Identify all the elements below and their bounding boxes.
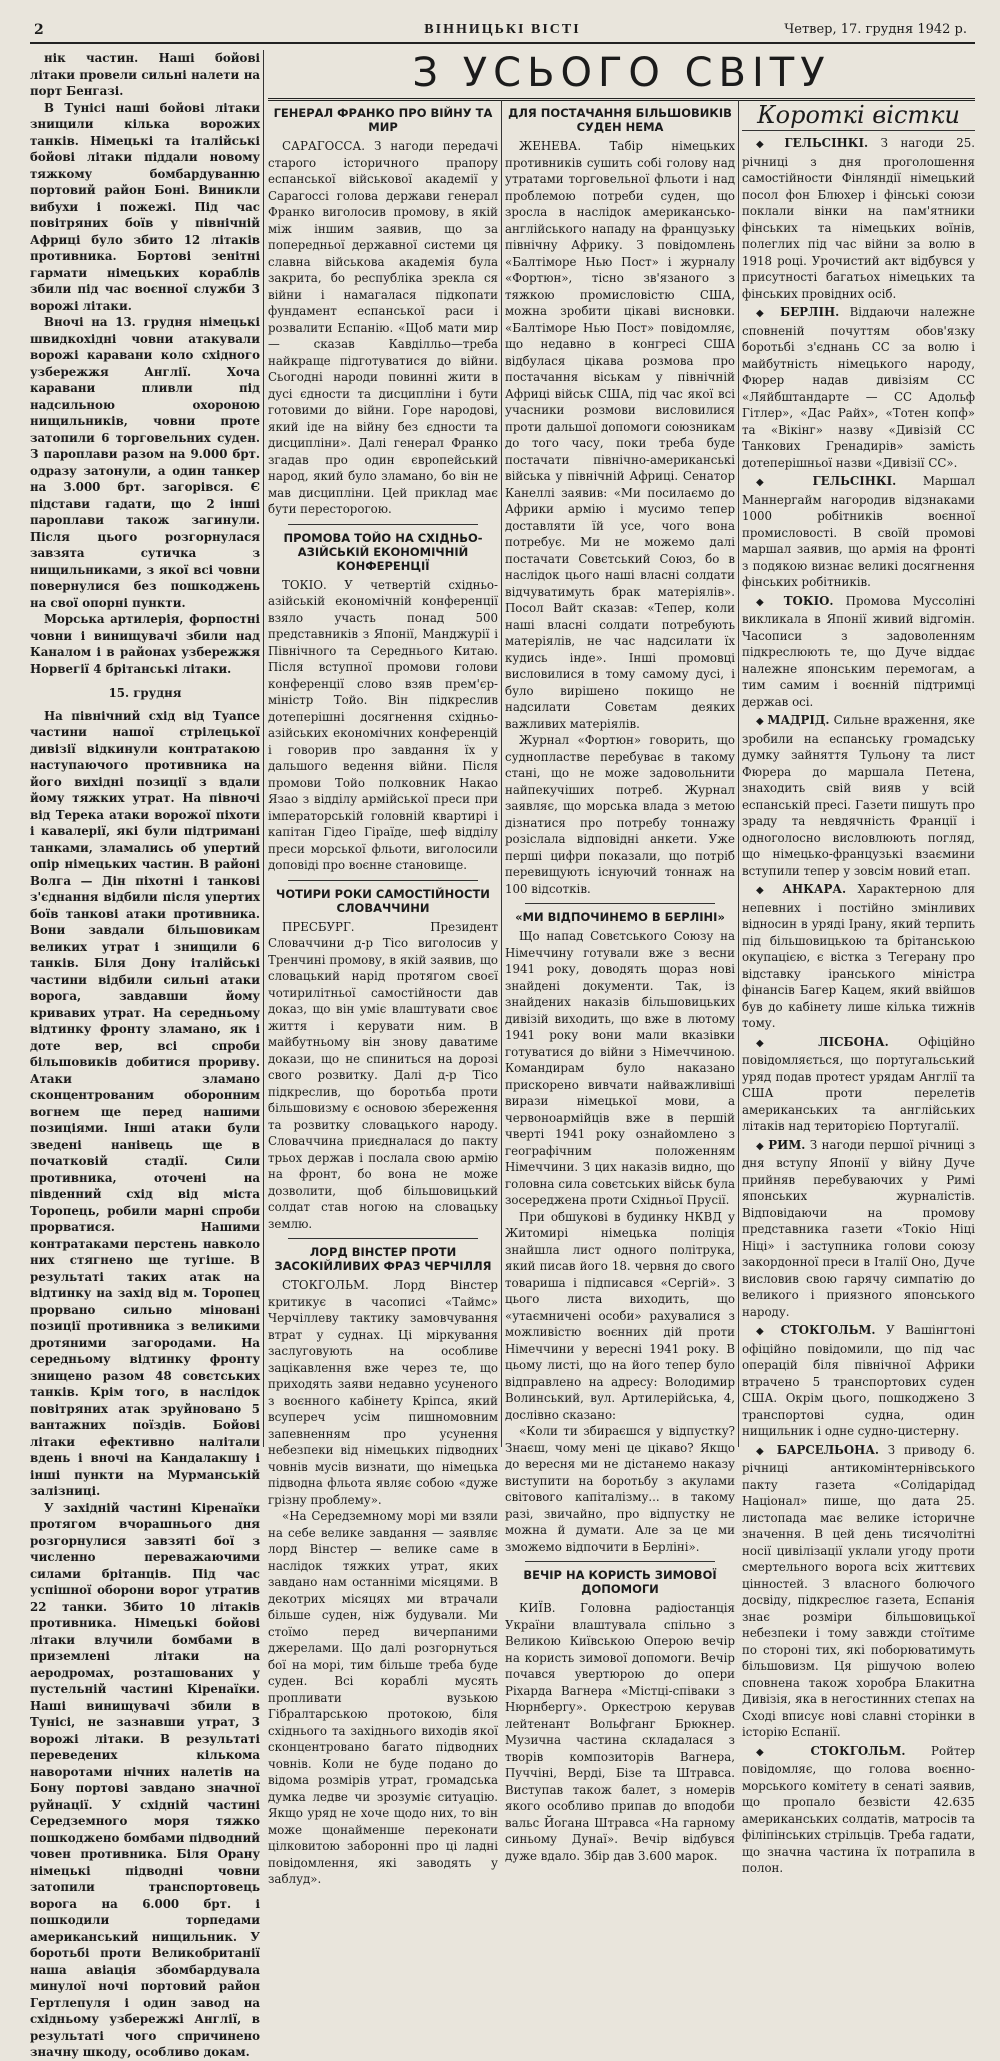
- article-divider: [288, 1238, 478, 1239]
- article-heading: ДЛЯ ПОСТАЧАННЯ БІЛЬШОВИКІВ СУДЕН НЕМА: [508, 106, 732, 134]
- news-dateline: СТОКГОЛЬМ.: [780, 1323, 876, 1337]
- paragraph: ЖЕНЕВА. Табір німецьких противників сушить собі голову над утратами торговельної фльоти і над проблемою потреби суден, що зросла в наслідок американсько-англійського нападу на французьку північну Африку. З повідомлень «Балтіморе Нью Пост» і журналу «Фортюн», тісно зв'язаного з тяжкою промисловістю США, можна зробити цікаві висновки. «Балтіморе Нью Пост» повідомляє, що недавно в конгресі США відбулася цікава розмова про постачання віськам у північній Африці військ США, під час якої всі учасники розмови висловилися проти дальшої допомоги союзникам до того часу, поки треба буде постачати північно-американські війська у північній Африці. Сенатор Канеллі заявив: «Ми посилаємо до Африки армію і мусимо тепер доставляти їй усе, чого вона потребує. Ми не можемо далі постачати Совєтський Союз, бо в наслідок цього наші власні солдати відчуватимуть брак матеріялів». Посол Вайт сказав: «Тепер, коли наші власні солдати потребують матеріялів, не час надсилати їх кудись інде». Інші промовці висловилися в тому самому дусі, і було вирішено покищо не надсилати Совєтам деяких важливих матеріялів.: [505, 139, 735, 731]
- paragraph: Вночі на 13. грудня німецькі швидкохідні човни атакували ворожі каравани коло східного узбережжя Англії. Хоча каравани пливли під надсильною охороною нищильників, човни проте затопили 6 торговельних суден. З пароплави разом на 9.000 брт. одразу затонули, а один танкер на 3.000 брт. загорівся. Є підстави гадати, що 2 інші пароплави також загинули. Після цього розгорнулася завзята сутичка з нищильниками, з якої всі човни повернулися без пошкоджень на свої опорні пункти.: [30, 315, 260, 610]
- news-dateline: БЕРЛІН.: [780, 305, 840, 319]
- news-dateline: ГЕЛЬСІНКІ.: [812, 474, 897, 488]
- news-text: Ройтер повідомляє, що голова воєнно-морського комітету в сенаті заявив, що пропало безвісти 42.635 американських солдатів, матросів та філіпінських стрільців. Треба гадати, що значна частина їх потрапила в полон.: [742, 1743, 975, 1875]
- diamond-bullet-icon: ◆: [756, 308, 781, 319]
- news-dateline: ЛІСБОНА.: [818, 1034, 889, 1049]
- diamond-bullet-icon: ◆: [756, 139, 785, 150]
- short-news-item: [742, 135, 975, 302]
- article-heading: ПРОМОВА ТОЙО НА СХІДНЬО-АЗІЙСЬКІЙ ЕКОНОМІЧНІЙ КОНФЕРЕНЦІЇ: [283, 530, 483, 573]
- article-divider: [525, 903, 715, 904]
- news-text: Маршал Маннергайм нагородив відзнаками 1000 робітників воєнної промисловості. В своїй промові маршал заявив, що армія на фронті з подякою визнає великі досягнення фінських робітників.: [742, 474, 975, 589]
- short-news-item: [742, 1743, 975, 1877]
- news-text: Сильне враження, яке зробили на еспанську громадську думку зайняття Тульону та лист Фюрера до маршала Петена, знаходить свій вияв у всій еспанській пресі. Газети пишуть про зраду та невдячність Франції і одноголосно висловлюють погляд, що німецько-французькі взаємини вступили тепер у зовсім новий етап.: [742, 713, 975, 878]
- column-divider: [738, 100, 739, 1447]
- column-divider: [501, 100, 502, 1447]
- short-news-item: [742, 712, 975, 879]
- column-2: [268, 100, 498, 1886]
- article-heading: ЧОТИРИ РОКИ САМОСТІЙНОСТИ СЛОВАЧЧИНИ: [276, 886, 490, 915]
- column-4: [742, 100, 976, 1875]
- diamond-bullet-icon: ◆: [756, 1037, 819, 1049]
- diamond-bullet-icon: ◆: [756, 1445, 777, 1457]
- paper-name: ВІННИЦЬКІ ВІСТІ: [424, 22, 581, 37]
- issue-date: Четвер, 17. грудня 1942 р.: [784, 22, 967, 37]
- short-news-item: [742, 593, 975, 711]
- news-text: У Вашінгтоні офіційно повідомили, що під час операцій біля північної Африки втрачено 5 транспортових суден США. Окрім цього, пошкоджено 3 транспортові судна, один нищильник і одне судно-цистерну.: [742, 1323, 976, 1438]
- news-dateline: РИМ.: [768, 1137, 806, 1152]
- news-dateline: ТОКІО.: [783, 593, 834, 608]
- paragraph: САРАГОССА. З нагоди передачі старого історичного прапору еспанської військової академії у Сарагоссі голова держави генерал Франко виголосив промову, в якій між іншим заявив, що за попередньої державної системи ця славна військова академія була закрита, бо республіка зрекла ся війни і намагалася підкопати фундамент еспанської раси і розвалити Еспанію. «Щоб мати мир — сказав Кавділльо—треба найкраще підготуватися до війни. Сьогодні народи повинні жити в дусі єдности та дисципліни і бути готовими до війни. Горе народові, який іде на війну без єдности та дисципліни». Далі генерал Франко згадав про один європейський народ, який було зламано, бо він не мав дисципліни. Цей приклад має бути пересторогою.: [268, 139, 498, 516]
- article-divider: [525, 1561, 715, 1562]
- news-dateline: БАРСЕЛЬОНА.: [776, 1442, 880, 1457]
- news-dateline: АНКАРА.: [782, 882, 847, 896]
- paragraph: СТОКГОЛЬМ. Лорд Вінстер критикує в часописі «Таймс» Черчіллеву тактику замовчування втрат у суднах. Ці міркування заслуговують на особливе зацікавлення вже через те, що приходять заяви недавно усуненого з воєнного кабінету Кріпса, який всупереч усім пишномовним запевненням про усунення небезпеки від німецьких підводних човнів мусів визнати, що німецька підводна фльота являє собою «дуже грізну проблему».: [268, 1278, 498, 1507]
- paragraph: ПРЕСБУРГ. Президент Словаччини д-р Тісо виголосив у Тренчині промову, в якій заявив, що словацький нарід протягом своєї чотирилітньої самостійности дав доказ, що він уміє влаштувати своє життя і керувати ним. В майбутньому він знову даватиме докази, що не спиниться на дорозі свого розвитку. Далі д-р Тісо підкреслив, що боротьба проти більшовизму є основою збереження та розвитку словацького народу. Словаччина приєдналася до пакту трьох держав і послала свою армію на фронт, бо вона не може дозволити, щоб більшовицький солдат став ногою на словацьку землю.: [268, 919, 498, 1231]
- article-heading: ГЕНЕРАЛ ФРАНКО ПРО ВІЙНУ ТА МИР: [273, 106, 493, 134]
- news-text: Офіційно повідомляється, що португальський уряд подав протест урядам Англії та США проти перелетів американських та англійських літаків над територією Португалії.: [742, 1034, 976, 1133]
- paragraph: ТОКІО. У четвертій східньо-азійській економічній конференції взяло участь понад 500 представників з Японії, Манджурії і Північного та Середнього Китаю. Після вступної промови голови конференції слово взяв прем'єр-міністр Тойо. Він підкреслив дотеперішні досягнення східньо-азійських економічних конференцій і говорив про завдання їх у дальшого ведення війни. Після промови Тойо полковник Накао Язао з відділу армійської преси при імператорській головній квартирі і капітан Гідео Гіраїде, шеф відділу преси морської фльоти, виголосили доповіді про воєнне становище.: [268, 577, 498, 872]
- news-text: З нагоди першої річниці з дня вступу Японії у війну Дуче прийняв перебуваючих у Римі японських журналістів. Відповідаючи на промову представника газети «Токіо Ніці Ніці» і заступника голови союзу закордонної преси в Італії Оно, Дуче висловив свою гарячу симпатію до великого і приязного японського народу.: [742, 1137, 975, 1319]
- short-news-item: [742, 881, 975, 1032]
- diamond-bullet-icon: ◆: [756, 1326, 781, 1337]
- news-text: Віддаючи належне сповненій почуттям обов'язку боротьбі з'єднань СС за волю і майбутність німецького народу, Фюрер надав дивізіям СС «Ляйбштандарте — СС Адольф Гітлер», «Дас Райх», «Тотен копф» та «Вікінг» назву «Дивізій СС Танкових Гренадирів» замість дотеперішньої назви «Дивізії СС».: [742, 305, 976, 470]
- diamond-bullet-icon: ◆: [756, 716, 768, 727]
- column-divider: [263, 50, 264, 1447]
- news-text: Промова Муссоліні викликала в Японії живий відгомін. Часописи з задоволенням підкреслюють те, що Дуче віддає належне японським перемогам, а тим самим і воєнній підтримці держав осі.: [742, 593, 976, 709]
- page-number: 2: [34, 22, 44, 38]
- article-heading: ВЕЧІР НА КОРИСТЬ ЗИМОВОЇ ДОПОМОГИ: [523, 1568, 717, 1596]
- article-divider: [288, 880, 478, 881]
- paragraph: В Тунісі наші бойові літаки знищили кілька ворожих танків. Німецькі та італійські бойові літаки піддали новому тяжкому бомбардуванню портовий район Боні. Виникли вибухи і пожежі. Під час повітряних боїв у північній Африці було збито 12 літаків противника. Бортові зенітні гармати німецьких кораблів збили під час воєнної служби 3 ворожі літаки.: [30, 100, 260, 313]
- paragraph: «На Середземному морі ми взяли на себе велике завдання — заявляє лорд Вінстер — велике саме в наслідок тяжких утрат, яких завдано нам останніми місяцями. В декотрих місяцях ми втрачали більше суден, ніж будували. Ми стоїмо перед вичерпаними джерелами. Що далі розгорнуться бої на морі, тим більше треба буде суден. Всі кораблі мусять пропливати вузькою Гібралтарською протокою, біля східнього та західнього виходів якої сконцентровано багато підводних човнів. Коли не буде подано до відома розмірів утрат, громадська думка ледве чи зрозуміє ситуацію. Якщо уряд не хоче щодо них, то він може щонайменше переконати цілковитою заборонні про ці ладні повідомлення, які заводять у заблуд».: [268, 1509, 498, 1886]
- paragraph: Морська артилерія, форпостні човни і винищувачі збили над Каналом і в районах узбережжя Норвегії 4 брітанські літаки.: [30, 612, 260, 676]
- column-1: [30, 50, 260, 2059]
- paragraph: «Коли ти збираєшся у відпустку? Знаєш, чому мені це цікаво? Якщо до вересня ми не дістанемо наказу виступити на боротьбу з акулами світового капіталізму... в такому разі, звичайно, про відпустку не можна й думати. Але за це ми зможемо відпочити в Берліні».: [505, 1424, 735, 1554]
- diamond-bullet-icon: ◆: [756, 1746, 811, 1758]
- short-news-item: [742, 1322, 975, 1440]
- diamond-bullet-icon: ◆: [756, 477, 813, 488]
- paragraph: Що напад Совєтського Союзу на Німеччину готували вже з весни 1941 року, доводять щораз нові знайдені документи. Так, із знайдених наказів більшовицьких дивізій виходить, що вже в лютому 1941 року вони мали вказівки готуватися до війни з Німеччиною. Командирам було наказано прискорено вивчати найважливіші вирази німецької мови, а червоноармійців вже в першій чверті 1941 року ознайомлено з географічним положенням Німеччини. З цих наказів видно, що головна сила совєтських військ була зосереджена проти Східньої Прусії.: [505, 929, 735, 1207]
- paragraph: КИЇВ. Головна радіостанція України влаштувала спільно з Великою Київською Оперою вечір на користь зимової допомоги. Вечір почався увертюрою до опери Ріхарда Вагнера «Містці-співаки з Нюрнбергу». Оркестрою керував лейтенант Вольфганг Брюкнер. Музична частина складалася з творів композиторів Вагнера, Пуччіні, Верді, Бізе та Штравса. Виступав також балет, з номерів якого особливо припав до вподоби вальс Йогана Штравса «На гарному синьому Дунаї». Вечір відбувся дуже вдало. Збір дав 3.600 марок.: [505, 1601, 735, 1863]
- news-text: Характерною для непевних і постійно змінливих відносин в уряді Ірану, який терпить під більшовицькою та брітанською окупацією, є вістка з Тегерану про відставку іранського міністра фінансів Багер Кацем, який ввійшов був до кабінету лише кілька тижнів тому.: [742, 882, 976, 1030]
- article-divider: [288, 524, 478, 525]
- news-dateline: СТОКГОЛЬМ.: [810, 1743, 906, 1758]
- paragraph: Журнал «Фортюн» говорить, що суднопластве перебуває в такому стані, що не може задовольнити найпекучіших потреб. Журнал заявляє, що морська влада з метою дізнатися про потребу тоннажу розіслала відповідні анкети. Уже перші цифри показали, що потріб перевищують існуючий тоннаж на 100 відсотків.: [505, 733, 735, 896]
- date-heading: 15. грудня: [108, 686, 182, 700]
- short-news-title: Короткі вістки: [742, 100, 975, 131]
- paragraph: При обшукові в будинку НКВД у Житомирі німецька поліція знайшла лист одного політрука, який писав його 18. червня до свого товариша і підписався «Сергій». З цього листа виходить, що «утаємничені особи» рахувалися з можливістю воєнних дій проти Німеччини у вересні 1941 року. В цьому листі, що на його тепер було відправлено на адресу: Володимир Волинський, вул. Артилерійська, 4, дослівно сказано:: [505, 1209, 735, 1422]
- short-news-item: [742, 473, 975, 591]
- short-news-list: [742, 135, 975, 1877]
- short-news-item: [742, 1034, 975, 1135]
- article-heading: «МИ ВІДПОЧИНЕМО В БЕРЛІНІ»: [515, 910, 725, 924]
- short-news-item: [742, 1137, 975, 1321]
- paragraph: У західній частині Кіренаїки протягом вчорашнього дня розгорнулися завзяті бої з численно переважаючими силами брітанців. Під час успішної оборони ворог утратив 22 танки. Збито 10 літаків противника. Німецькі бойові літаки влучили бомбами в приземлені літаки на аеродромах, розташованих у пустельній частині Кіренаїки. Наші винищувачі збили в Тунісі, не зазнавши утрат, 3 ворожі літаки. В результаті переведених кількома наворотами нічних налетів на Бону портові завдано значної руйнації. У східній частині Середземного моря тяжко пошкоджено бомбами підводний човен противника. Біля Орану німецькі підводні човни затопили транспортовець ворога на 6.000 брт. і пошкодили торпедами американський нищильник. У боротьбі проти Великобританії наша авіація збомбардувала минулої ночі портовий район Гертлепуля і один завод на східньому узбережжі Англії, в результаті чого спричинено значну шкоду, особливо докам.: [30, 1500, 260, 2059]
- news-dateline: МАДРІД.: [767, 713, 830, 727]
- column-3: [505, 100, 735, 1863]
- paragraph: нік частин. Наші бойові літаки провели сильні налети на порт Бенгазі.: [30, 51, 260, 98]
- short-news-item: [742, 304, 975, 471]
- diamond-bullet-icon: ◆: [756, 1140, 769, 1152]
- section-title: З УСЬОГО СВІТУ: [268, 48, 975, 101]
- diamond-bullet-icon: ◆: [756, 885, 783, 896]
- paragraph: На північний схід від Туапсе частини нашої стрілецької дивізії відкинули контратакою наступаючого противника на його вихідні позиції з вдали йому тяжких утрат. На півночі від Терека атаки ворожої піхоти і кавалерії, які були підтримані танками, зламались об упертий опір німецьких частин. В районі Волга — Дін піхотні і танкові з'єднання відбили після упертих боїв танкові атаки противника. Вони завдали більшовикам великих утрат і знищили 6 танків. Біля Дону італійські частини відбили сильні атаки ворога, завдавши йому кривавих утрат. На середньому відтинку фронту зламано, як і доте вер, всі спроби більшовиків добитися прориву. Атаки зламано сконцентрованим оборонним вогнем ще перед нашими позиціями. Інші атаки були зведені нанівець ще в початковій стадії. Сили противника, оточені на південний схід від міста Торопець, робили марні спроби прорватися. Нашими контратаками перстень навколо них стягнено ще тугіше. В результаті таких атак на відтинку на захід від м. Торопец прорвано сильно міновані позиції противника з великими дротяними загородами. На середньому відтинку фронту знищено разом 48 совєтських танків. Крім того, в наслідок повітряних атак зруйновано 5 вантажних поїздів. Бойові літаки ефективно налітали вдень і вночі на Кандалакшу і інші пункти на Мурманській залізниці.: [30, 708, 260, 1498]
- diamond-bullet-icon: ◆: [756, 596, 784, 608]
- masthead: [30, 22, 975, 44]
- news-text: З нагоди 25. річниці з дня проголошення самостійности Фінляндії німецький посол фон Блюхер і фінські союзи поклали вінки на пам'ятники фінських та німецьких воїнів, полеглих під час війни за волю в 1918 році. Урочистий акт відбувся у присутності багатьох німецьких та фінських провідних осіб.: [742, 136, 976, 301]
- short-news-item: [742, 1442, 975, 1741]
- news-text: З приводу 6. річниці антикомінтернівського пакту газета «Солідарідад Націонал» пише, що дата 25. листопада має велике історичне значення. В цей день тисячолітні носії цивілізації уклали угоду проти смертельного ворога всіх життєвих цінностей. З власного болючого досвіду, підкреслює газета, Еспанія знає розміри більшовицької небезпеки і тому завжди стоїтиме по стороні тих, які поборюватимуть більшовизм. Ця рішучою волею сповнена також хоробра Блакитна Дивізія, яка в негостинних степах на Сході вписує нові славні сторінки в історію Еспанії.: [742, 1442, 976, 1739]
- article-heading: ЛОРД ВІНСТЕР ПРОТИ ЗАСОКІЙЛИВИХ ФРАЗ ЧЕРЧІЛЛЯ: [274, 1245, 492, 1273]
- news-dateline: ГЕЛЬСІНКІ.: [784, 136, 869, 150]
